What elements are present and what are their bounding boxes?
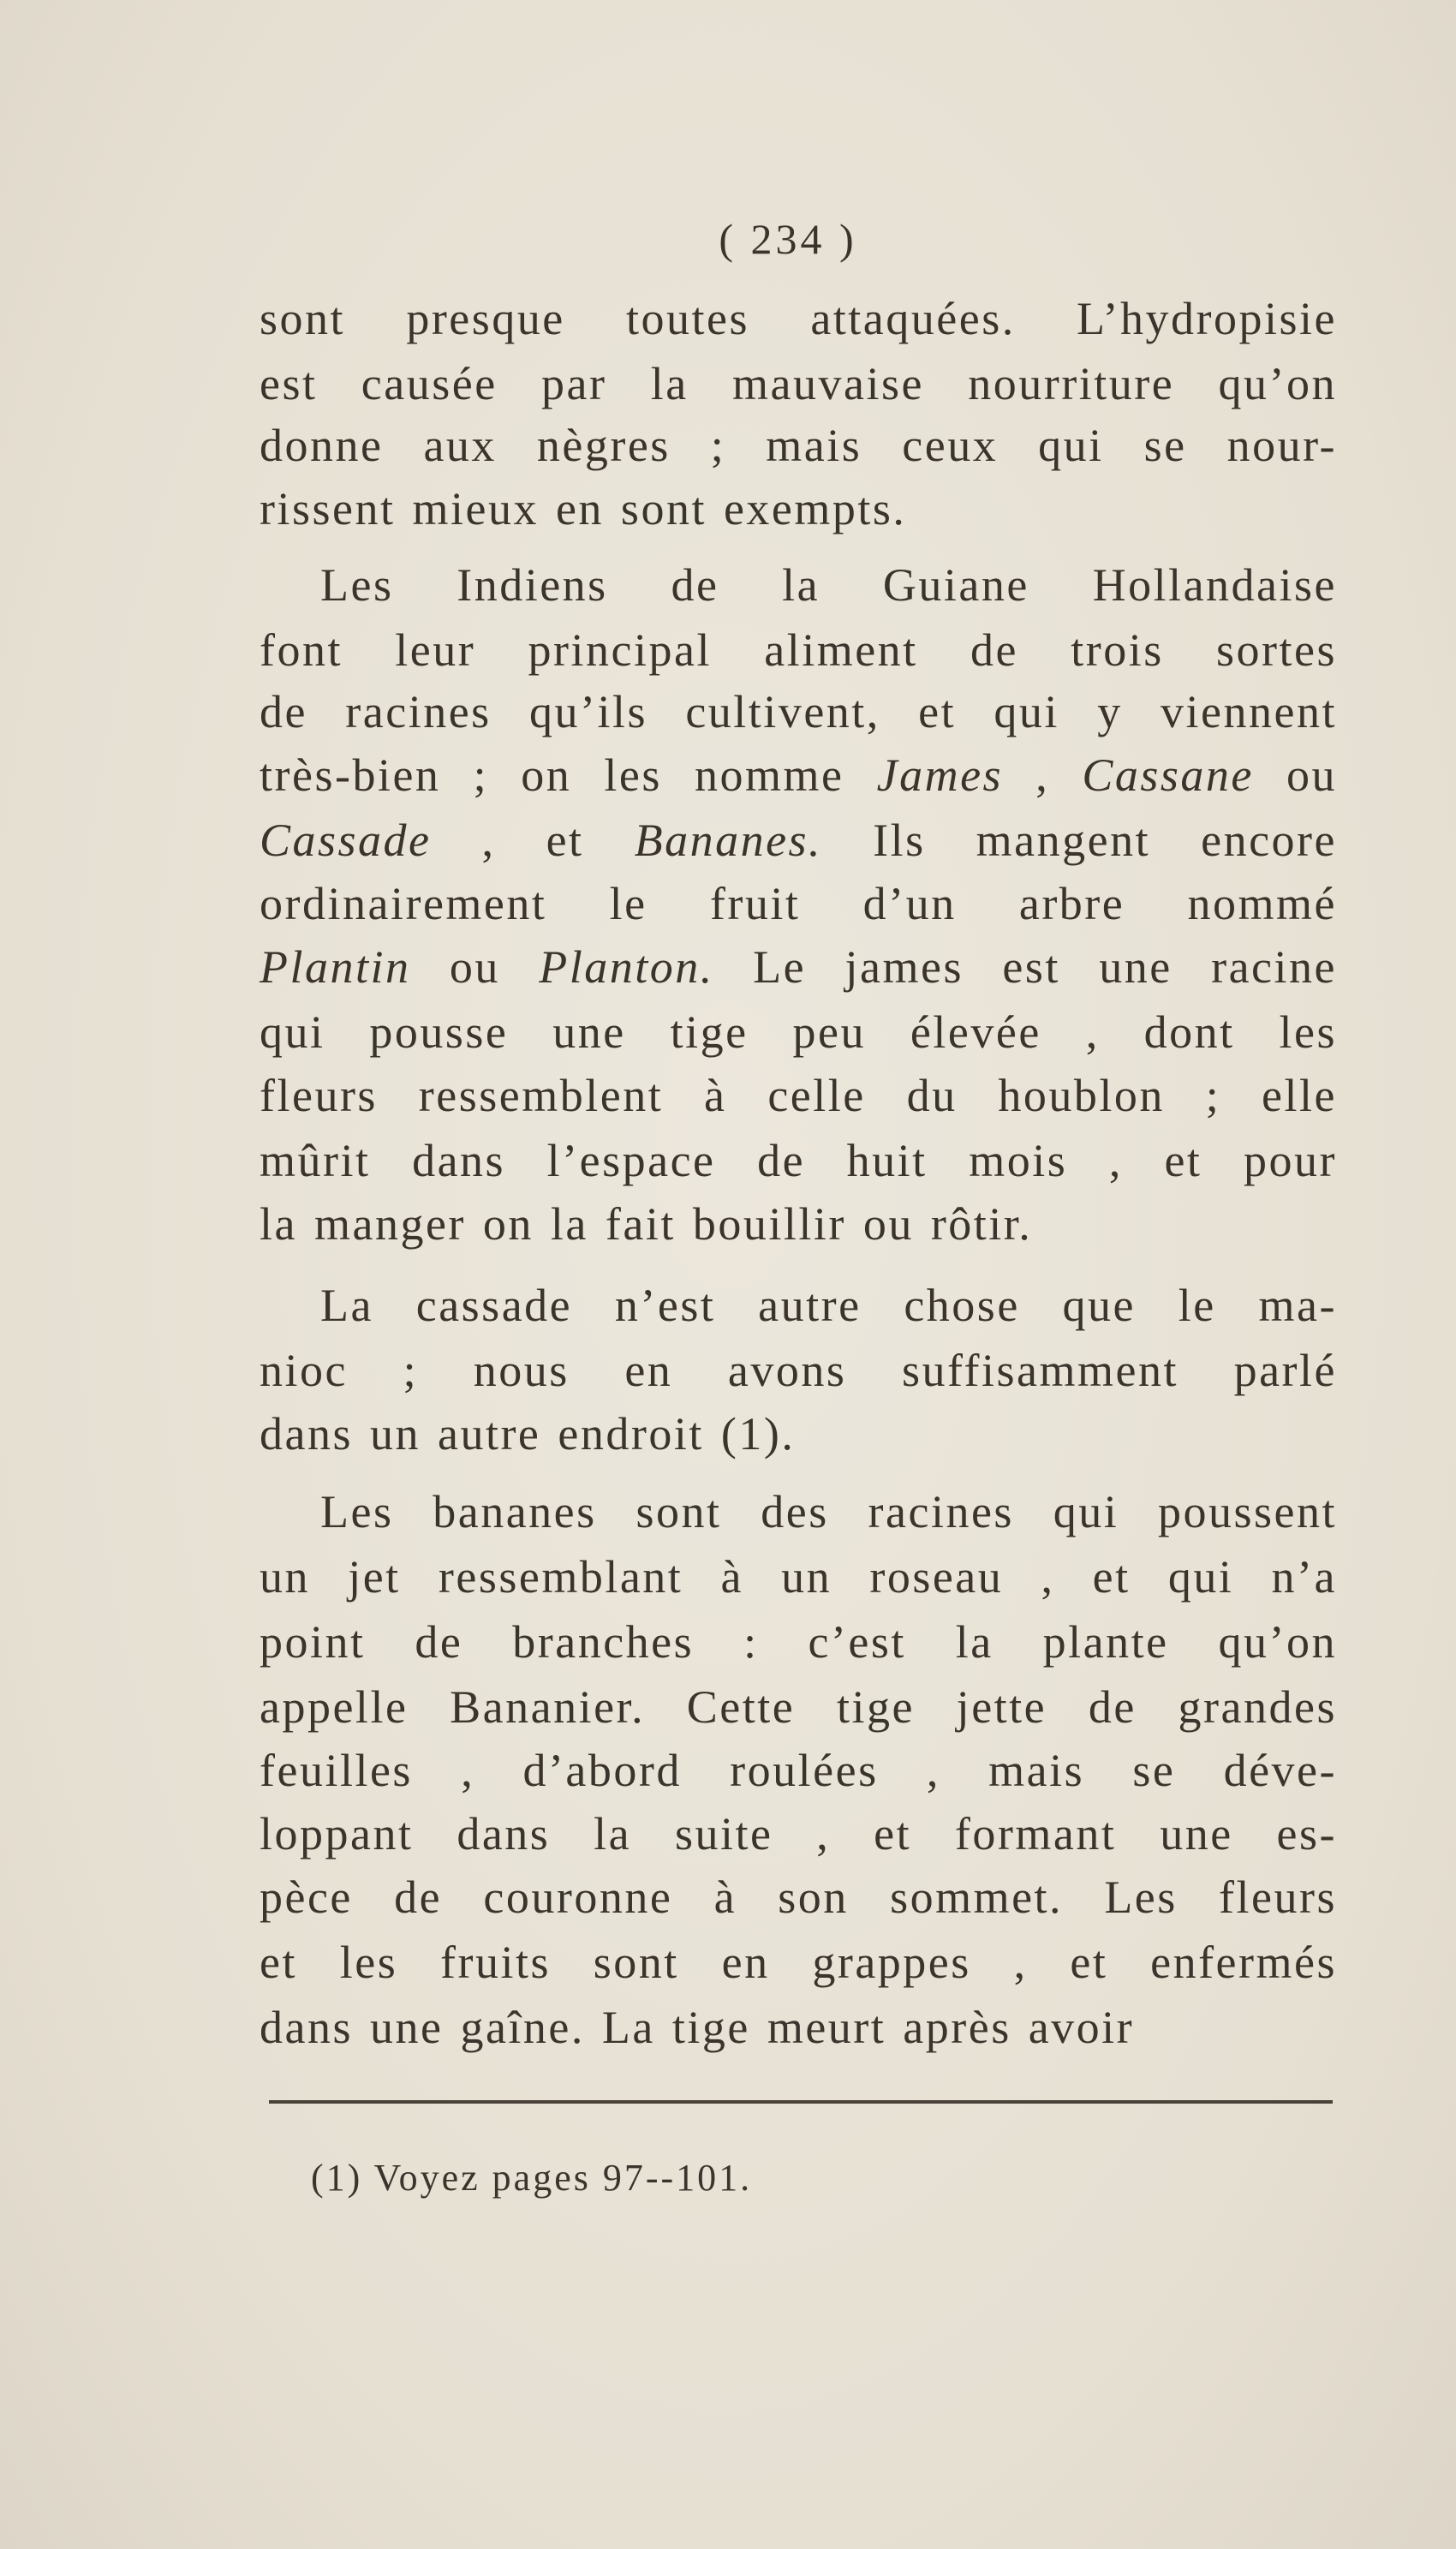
italic-term: Cassane (1082, 749, 1254, 801)
text-segment: un jet ressemblant à un roseau , et qui n’a (260, 1551, 1337, 1603)
text-line (260, 874, 1337, 934)
text-line (260, 1547, 1337, 1607)
footnote: (1) Voyez pages 97--101. (311, 2157, 753, 2199)
text-line (260, 479, 1337, 539)
text-segment: ou (1253, 749, 1338, 801)
text-segment: nioc ; nous en avons suffisamment parlé (260, 1345, 1337, 1396)
text-segment: rissent mieux en sont exempts. (260, 483, 907, 534)
text-line (260, 415, 1337, 475)
text-segment: de racines qu’ils cultivent, et qui y viennent (260, 686, 1337, 737)
text-segment: Le james est une racine (713, 941, 1337, 993)
footnote-rule (269, 2100, 1333, 2104)
text-segment: Les Indiens de la Guiane Hollandaise (320, 559, 1337, 611)
text-segment: fleurs ressemblent à celle du houblon ; elle (260, 1070, 1337, 1121)
text-segment: et les fruits sont en grappes , et enfermés (260, 1937, 1337, 1988)
text-segment: très-bien ; on les nomme (260, 749, 877, 801)
text-line (260, 1932, 1337, 1992)
text-segment: dans un autre endroit (1). (260, 1408, 796, 1460)
text-segment: donne aux nègres ; mais ceux qui se nour- (260, 420, 1337, 471)
text-line (260, 810, 1337, 870)
text-line (260, 354, 1337, 414)
italic-term: Cassade (260, 815, 432, 866)
text-line (260, 1612, 1337, 1672)
text-segment: , et (431, 815, 635, 866)
text-line (260, 1740, 1337, 1800)
text-segment: qui pousse une tige peu élevée , dont les (260, 1006, 1337, 1058)
italic-term: Bananes. (634, 815, 823, 866)
text-line (260, 745, 1337, 805)
text-segment: La cassade n’est autre chose que le ma- (320, 1280, 1337, 1331)
text-line (260, 937, 1337, 997)
text-line (260, 1677, 1337, 1737)
text-line (260, 1997, 1337, 2057)
text-segment: sont presque toutes attaquées. L’hydropisie (260, 293, 1337, 344)
text-line (260, 1340, 1337, 1400)
text-segment: pèce de couronne à son sommet. Les fleurs (260, 1871, 1337, 1923)
text-segment: appelle Bananier. Cette tige jette de grandes (260, 1681, 1337, 1733)
text-line (260, 620, 1337, 680)
text-segment: ordinairement le fruit d’un arbre nommé (260, 878, 1337, 929)
text-segment: Les bananes sont des racines qui poussent (320, 1486, 1337, 1537)
text-line (260, 1867, 1337, 1927)
text-segment: est causée par la mauvaise nourriture qu’on (260, 358, 1337, 409)
text-segment: la manger on la fait bouillir ou rôtir. (260, 1198, 1033, 1250)
text-line (260, 1002, 1337, 1062)
text-segment: , (1003, 749, 1083, 801)
text-line (320, 1275, 1337, 1335)
text-segment: Ils mangent encore (822, 815, 1337, 866)
text-line (320, 1482, 1337, 1542)
text-line (320, 555, 1337, 615)
text-line (260, 682, 1337, 742)
page-number: ( 234 ) (719, 215, 857, 263)
text-line (260, 1131, 1337, 1191)
italic-term: Planton. (539, 941, 714, 993)
text-segment: font leur principal aliment de trois sortes (260, 624, 1337, 676)
italic-term: James (876, 749, 1004, 801)
text-line (260, 289, 1337, 349)
text-segment: feuilles , d’abord roulées , mais se déve- (260, 1745, 1337, 1796)
text-line (260, 1404, 1337, 1464)
text-line (260, 1804, 1337, 1864)
text-segment: point de branches : c’est la plante qu’on (260, 1616, 1337, 1668)
italic-term: Plantin (260, 941, 411, 993)
text-segment: loppant dans la suite , et formant une es- (260, 1808, 1337, 1860)
text-segment: ou (410, 941, 540, 993)
text-line (260, 1194, 1337, 1254)
text-line (260, 1066, 1337, 1125)
text-segment: dans une gaîne. La tige meurt après avoir (260, 2002, 1135, 2053)
text-segment: mûrit dans l’espace de huit mois , et pour (260, 1135, 1337, 1186)
